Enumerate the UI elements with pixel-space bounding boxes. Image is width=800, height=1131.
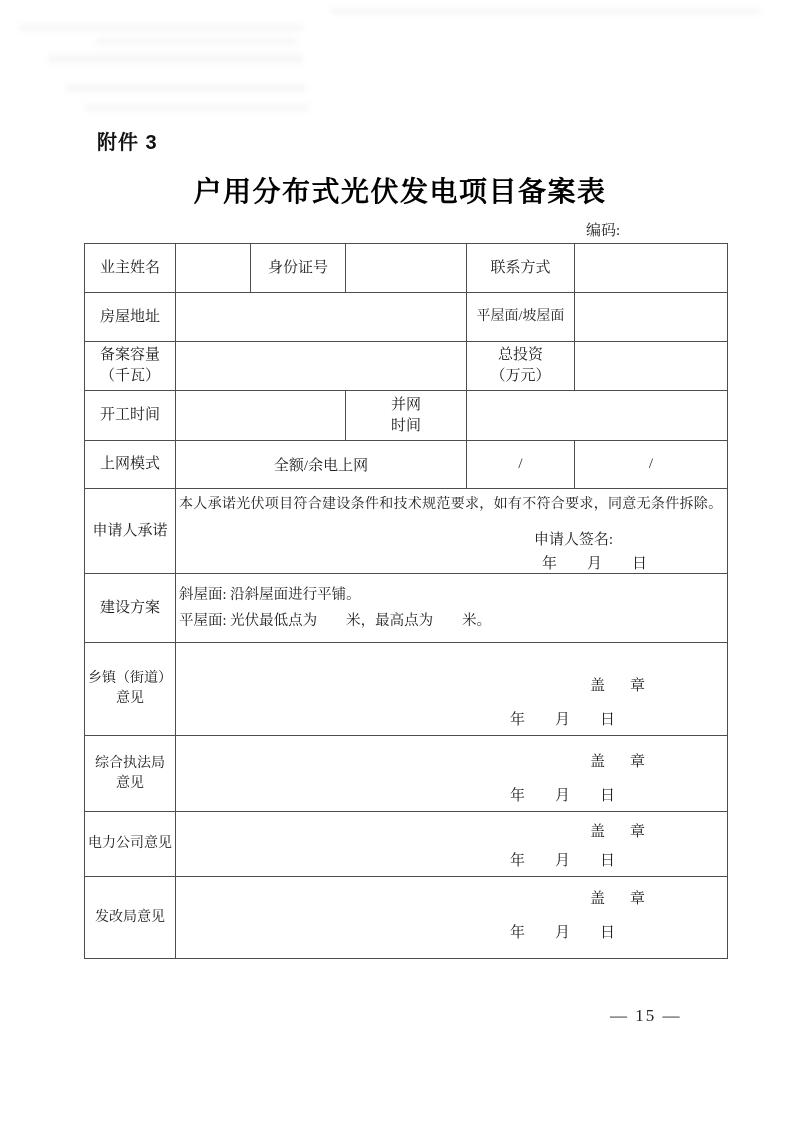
ndrc-date-line: 年 月 日: [509, 925, 615, 941]
township-opinion-cell: [176, 643, 728, 736]
grid-time-label-line2: 时间: [390, 417, 421, 434]
ndrc-stamp-label: 盖 章: [589, 891, 650, 907]
row-capacity: [85, 342, 728, 391]
commitment-label: 申请人承诺: [85, 489, 176, 574]
grid-mode-value: 全额/余电上网: [176, 441, 467, 489]
ndrc-opinion-cell: [176, 877, 728, 959]
grid-time-field: [467, 391, 728, 441]
power-company-opinion-cell: [176, 812, 728, 877]
grid-time-label-line1: 并网: [390, 396, 421, 413]
row-plan: [85, 574, 728, 643]
row-start-time: [85, 391, 728, 441]
commitment-cell: [176, 489, 728, 574]
row-opinion-power-company: [85, 812, 728, 877]
capacity-label-line1: 备案容量: [99, 347, 160, 363]
page-number: — 15 —: [610, 1006, 682, 1025]
row-opinion-enforcement: [85, 736, 728, 812]
contact-label: 联系方式: [467, 244, 575, 293]
row-grid-mode: [85, 441, 728, 489]
plan-label: 建设方案: [85, 574, 176, 643]
enforcement-stamp-label: 盖 章: [589, 754, 650, 770]
capacity-label-line2: （千瓦）: [99, 368, 160, 384]
ndrc-opinion-label: [85, 877, 176, 959]
township-opinion-label-line1: 乡镇（街道）: [88, 671, 172, 687]
township-date-line: 年 月 日: [509, 712, 615, 728]
scan-artifact: [66, 84, 306, 92]
power-company-opinion-label-line1: 电力公司意见: [88, 836, 172, 852]
power-company-date-line: 年 月 日: [509, 853, 615, 869]
plan-line2: 平屋面: 光伏最低点为 米，最高点为 米。: [179, 613, 492, 629]
row-commitment: [85, 489, 728, 574]
scan-artifact: [48, 54, 303, 63]
address-field: [176, 293, 467, 342]
scan-artifact: [84, 104, 309, 111]
township-opinion-label: [85, 643, 176, 736]
grid-mode-slash1: /: [467, 441, 575, 489]
ndrc-opinion-label-line1: 发改局意见: [95, 909, 165, 925]
start-time-label: 开工时间: [85, 391, 176, 441]
enforcement-opinion-cell: [176, 736, 728, 812]
capacity-label: [85, 342, 176, 391]
scan-artifact: [330, 8, 760, 14]
row-owner: [85, 244, 728, 293]
investment-label-line2: （万元）: [490, 368, 551, 384]
investment-label-line1: 总投资: [497, 347, 543, 363]
grid-mode-slash2: /: [575, 441, 728, 489]
id-number-label: 身份证号: [251, 244, 346, 293]
grid-time-label: [346, 391, 467, 441]
scan-artifact: [96, 38, 296, 45]
start-time-field: [176, 391, 346, 441]
plan-line1: 斜屋面: 沿斜屋面进行平铺。: [179, 587, 361, 603]
contact-field: [575, 244, 728, 293]
row-address: [85, 293, 728, 342]
enforcement-opinion-label-line1: 综合执法局: [95, 755, 165, 771]
filing-form-table: [84, 243, 728, 959]
roof-type-field: [575, 293, 728, 342]
investment-label: [467, 342, 575, 391]
commitment-text: 本人承诺光伏项目符合建设条件和技术规范要求，如有不符合要求，同意无条件拆除。: [179, 497, 723, 512]
capacity-field: [176, 342, 467, 391]
row-opinion-ndrc: [85, 877, 728, 959]
power-company-stamp-label: 盖 章: [589, 824, 650, 840]
roof-type-label: 平屋面/坡屋面: [467, 293, 575, 342]
signature-date-line: 年 月 日: [541, 556, 647, 572]
enforcement-opinion-label-line2: 意见: [116, 775, 144, 791]
enforcement-date-line: 年 月 日: [509, 788, 615, 804]
row-opinion-township: [85, 643, 728, 736]
code-label: 编码:: [586, 223, 621, 239]
owner-name-field: [176, 244, 251, 293]
document-title: 户用分布式光伏发电项目备案表: [193, 176, 607, 207]
investment-field: [575, 342, 728, 391]
grid-mode-label: 上网模式: [85, 441, 176, 489]
township-opinion-label-line2: 意见: [116, 691, 144, 706]
plan-cell: [176, 574, 728, 643]
enforcement-opinion-label: [85, 736, 176, 812]
power-company-opinion-label: [85, 812, 176, 877]
id-number-field: [346, 244, 467, 293]
signature-label: 申请人签名:: [533, 532, 613, 548]
scan-artifact: [18, 24, 303, 31]
owner-name-label: 业主姓名: [85, 244, 176, 293]
address-label: 房屋地址: [85, 293, 176, 342]
attachment-label: 附件 3: [97, 132, 158, 154]
township-stamp-label: 盖 章: [589, 678, 650, 694]
